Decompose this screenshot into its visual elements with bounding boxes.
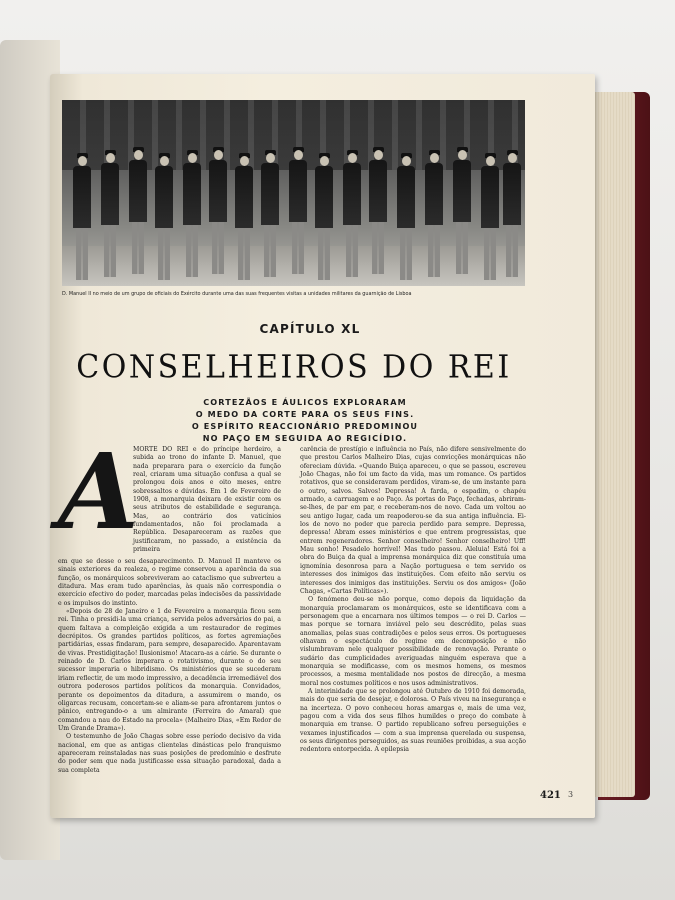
officer-figure xyxy=(128,147,148,274)
group-photograph xyxy=(62,100,525,286)
paragraph: carência de prestígio e influência no País, não difere sensivelmente do que prestou Carlos Malheiro Dias, cujas convicções monárquicas não ofereciam dúvida. «Quando Buiça apareceu, o que se passou, escreveu João Chagas, não foi um facto da vida, mas um romance. Os partidos rotativos, que se consideravam perdidos, viram-se, de um instante para o outro, salvos. Salvos! Depressa! A farda, o espadim, o chapéu armado, a carruagem e ao Paço. Às portas do Paço, fechadas, abriram-se-lhes, de par em par, e receberam-nos de novo. Cada um voltou ao seu antigo lugar, cada um reapoderou-se da sua antiga influência. Ei-los de novo no poder que parecia perdido para sempre. Depressa, depressa! Abram esses ministérios e que entrem progressistas, que entrem regeneradores. Senhor conselheiro! Senhor conselheiro! Uff! Mau sonho! Pesadelo horrível! Mas tudo passou. Aleluia! Está foi a obra do Buiça da qual a imprensa monárquica diz que constituía uma ignomínia desonrosa para a Nação portuguesa e tem servido os interesses dos inimigos das instituições. Com efeito não serviu os interesses dos inimigos das instituições. Serviu os dos amigos» (João Chagas, «Cartas Políticas»). xyxy=(300,446,526,595)
chapter-number: CAPÍTULO XL xyxy=(259,322,361,336)
officer-figure xyxy=(502,150,522,277)
officer-figure xyxy=(424,150,444,277)
subtitle-line: NO PAÇO EM SEGUIDA AO REGICÍDIO. xyxy=(202,433,408,443)
subtitle-line: O MEDO DA CORTE PARA OS SEUS FINS. xyxy=(195,409,415,419)
page-number: 421 xyxy=(540,790,561,801)
subtitle-line: CORTEZÃOS E ÁULICOS EXPLORARAM xyxy=(203,397,407,407)
officer-figure xyxy=(396,153,416,280)
officer-figure xyxy=(154,153,174,280)
paragraph: «Depois de 28 de Janeiro e 1 de Fevereiro a monarquia ficou sem rei. Tinha o presidi-la uma criança, servida pelos adversários do pai, a quem faltava a compleição exigida a um restaurador de regimes decrépitos. Os grandes partidos políticos, as fortes agremiações partidárias, essas findaram, para sempre, desaparecido. Aparentavam de vivas. Prestidigitação! Ilusionismo! Atacara-as a cárie. Se durante o reinado de D. Carlos imperara o rotativismo, durante o do seu sucessor imperaria o hibridismo. Os ministérios que se sucederam iriam reflectir, de um modo impressivo, a decadência irremediável dos outrora poderosos partidos políticos da monarquia. Convidados, perante os depoimentos da ditadura, a assumirem o mando, os oligarcas recusam, concertam-se e aliam-se para afrontarem juntos o pânico, entregando-o a um almirante (Ferreira do Amaral) que comandou a nau do Estado na procela» (Malheiro Dias, «Em Redor de Um Grande Drama»). xyxy=(58,608,281,732)
paragraph: em que se desse o seu desaparecimento. D. Manuel II manteve os sinais exteriores da realeza, o regime conservou a aparência da sua função, os monárquicos sobreviveram ao cataclismo que subverteu a ditadura. Mas eram tudo aparências, às quais não correspondia o exercício efectivo do poder, marcadas pelas indecisões da passividade e os impulsos do instinto. xyxy=(58,558,281,607)
chapter-title: CONSELHEIROS DO REI xyxy=(76,349,512,386)
drop-cap xyxy=(58,430,139,553)
photo-caption: D. Manuel II no meio de um grupo de oficiais do Exército durante uma das suas frequentes visitas a unidades militares da guarnição de Lisboa xyxy=(62,291,412,297)
subtitle-line: O ESPÍRITO REACCIONÁRIO PREDOMINOU xyxy=(191,421,419,431)
officer-figure xyxy=(100,150,120,277)
body-column-left-top xyxy=(133,446,281,554)
adjacent-page-mark: 3 xyxy=(568,790,574,799)
officer-figure xyxy=(208,147,228,274)
chapter-subtitle xyxy=(155,396,455,444)
officer-figure xyxy=(260,150,280,277)
drop-cap-letter: A xyxy=(58,430,139,553)
officer-figure xyxy=(234,153,254,280)
body-column-left xyxy=(58,558,281,775)
paragraph: O testemunho de João Chagas sobre esse período decisivo da vida nacional, em que as antigas clientelas dinásticas pelo franquismo apareceram reinstaladas nas suas posições de predomínio e desfrute do poder sem que nada justificasse essa situação paradoxal, dada a sua completa xyxy=(58,733,281,774)
officer-figure xyxy=(452,147,472,274)
paragraph: O fenómeno deu-se não porque, como depois da liquidação da monarquia proclamaram os monárquicos, este se identificava com a personagem que a encarnara nos últimos tempos — o rei D. Carlos — mas porque se tornara inviável pelo seu descrédito, pelas suas anomalias, pelas suas contradições e pelos seus erros. Os portugueses olhavam o espectáculo do regime em decomposição e não vislumbravam nele qualquer possibilidade de renovação. Perante o sudário das cumplicidades averiguadas ninguém esperava que a monarquia se modificasse, com os mesmos homens, os mesmos processos, a mesma mentalidade nos postos de direcção, a mesma moral nos costumes políticos e nos usos administrativos. xyxy=(300,596,526,687)
paragraph: MORTE DO REI e do príncipe herdeiro, a subida ao trono do infante D. Manuel, que nada preparara para o exercício da função real, criaram uma situação confusa a qual se prolongou dois anos e oito meses, entre sobressaltos e dúvidas. Em 1 de Fevereiro de 1908, a monarquia deixara de existir com os seus atributos de estabilidade e segurança. Mas, ao contrário dos vaticínios fundamentados, não foi proclamada a República. Desapareceram as razões que justificaram, no passado, a existência da primeira xyxy=(133,446,281,554)
paragraph: A interinidade que se prolongou até Outubro de 1910 foi demorada, mais do que seria de desejar, e dolorosa. O País viveu na insegurança e na incerteza. O povo conheceu horas amargas e, mais de uma vez, pagou com a vida dos seus filhos humildes o preço do combate à monarquia em transe. O partido republicano sofreu perseguições e vexames injustificados — com a sua imprensa querelada ou suspensa, os seus dirigentes perseguidos, as suas reuniões proibidas, a sua acção redentora entorpecida. A epilepsia xyxy=(300,687,526,754)
officer-figure xyxy=(314,153,334,280)
officer-figure xyxy=(480,153,500,280)
officer-figure xyxy=(72,153,92,280)
body-column-right xyxy=(300,446,526,755)
officer-figure xyxy=(288,147,308,274)
officer-figure xyxy=(182,150,202,277)
officer-figure xyxy=(342,150,362,277)
officer-figure xyxy=(368,147,388,274)
